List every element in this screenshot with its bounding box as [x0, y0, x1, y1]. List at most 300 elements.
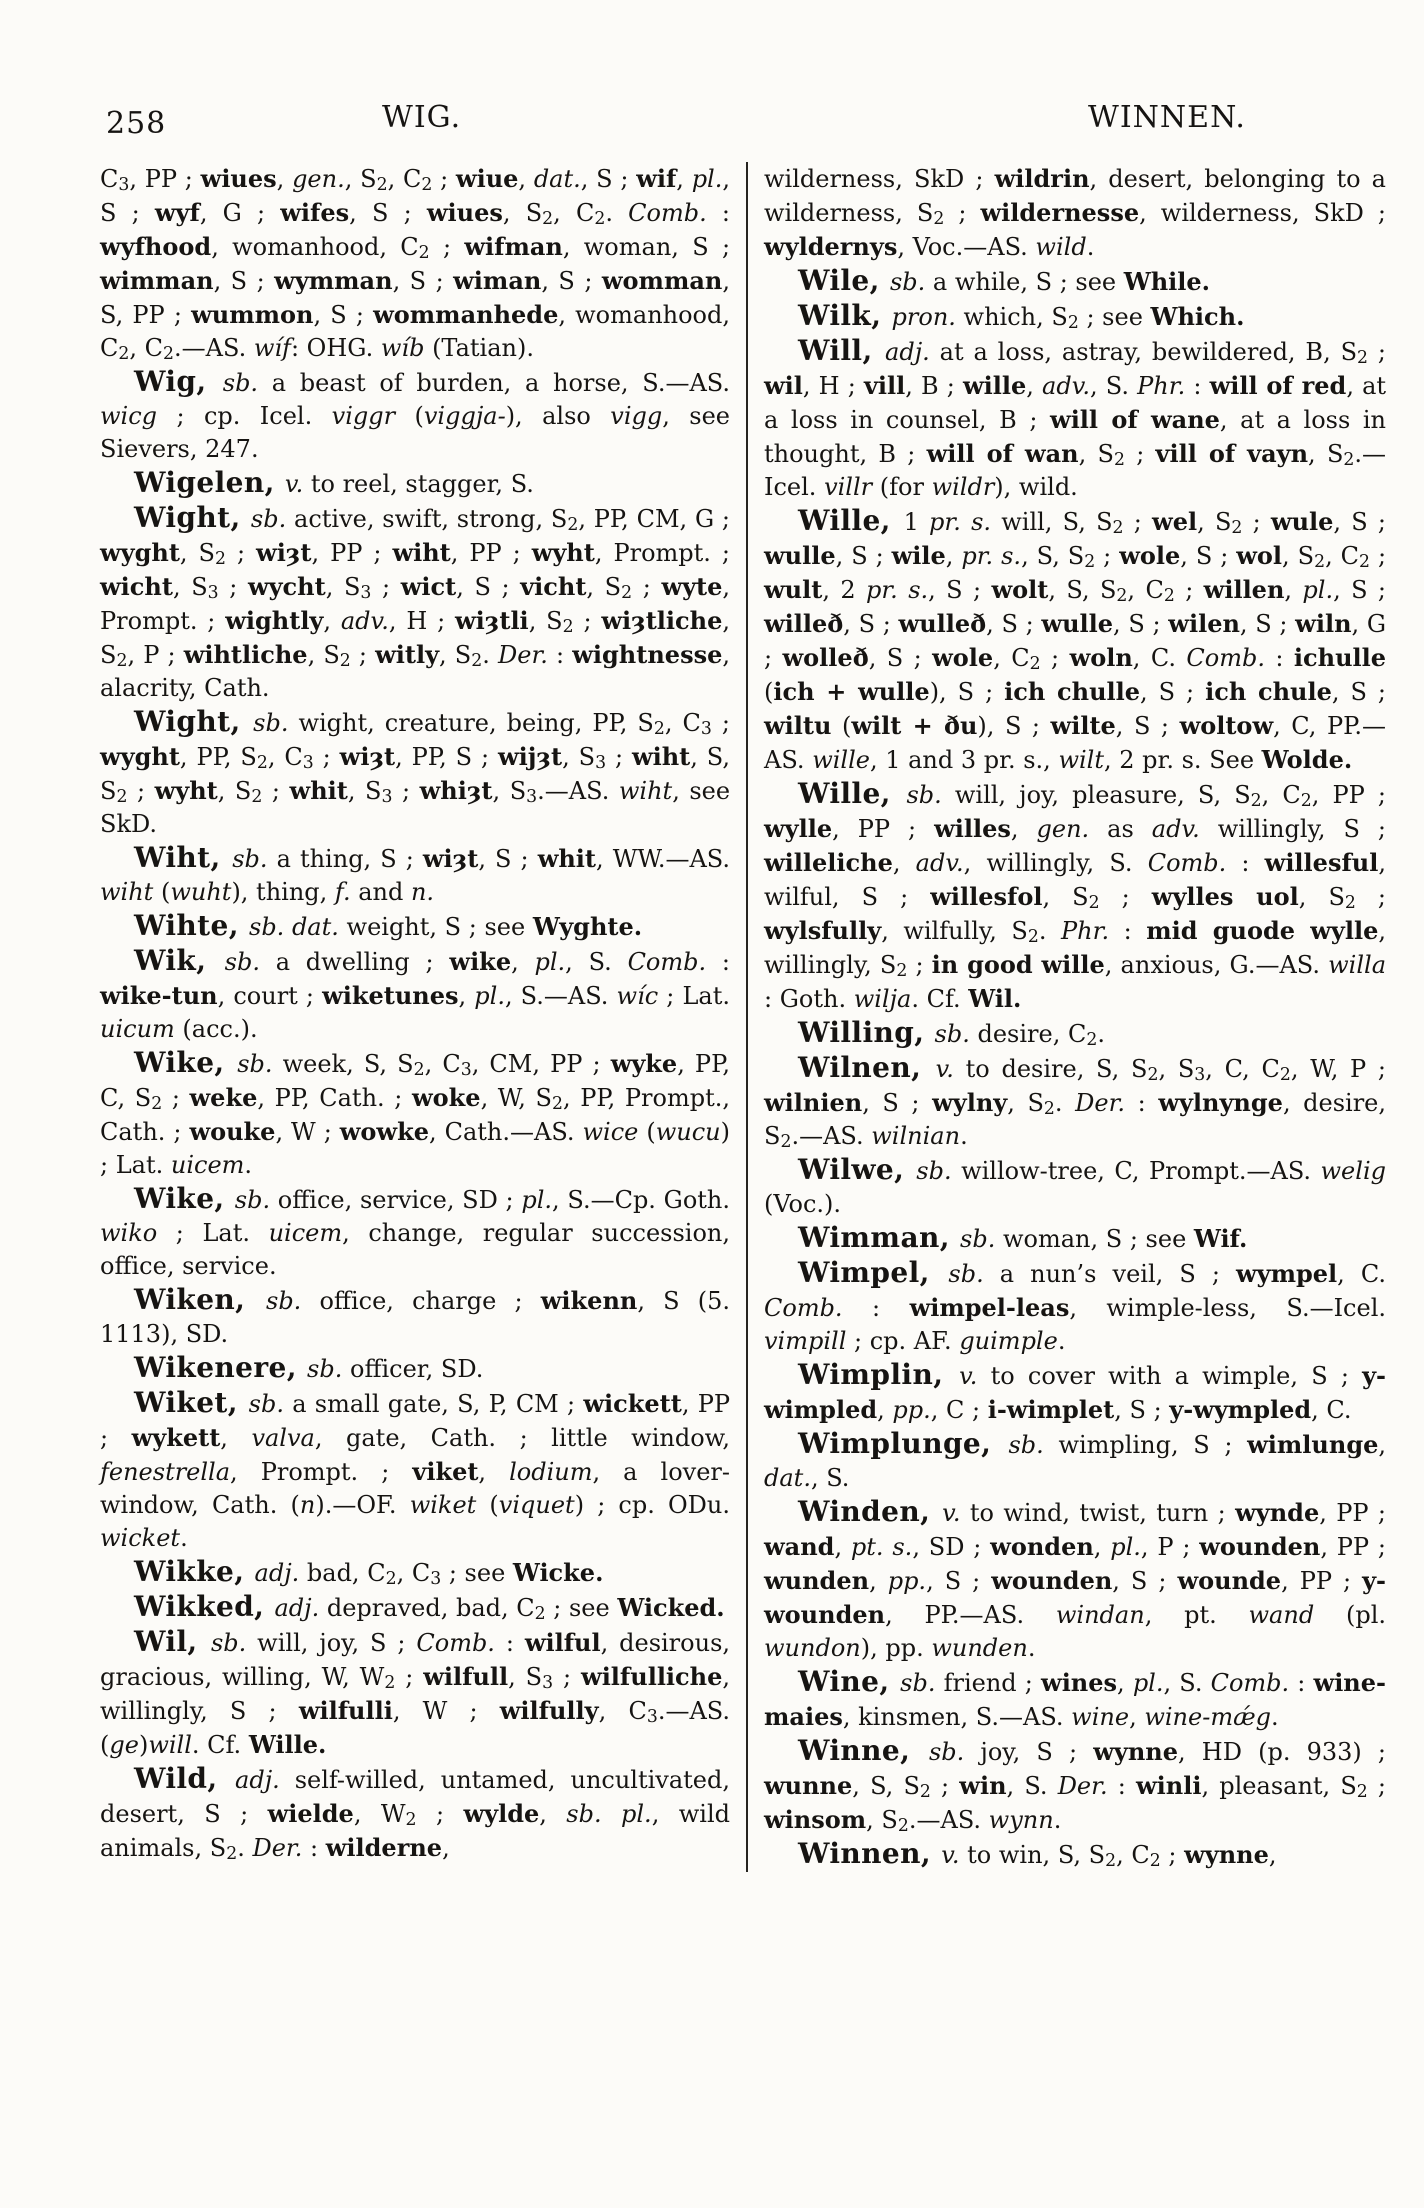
- entry-text: ,: [1129, 1703, 1145, 1731]
- grammar-label: adj.: [885, 338, 930, 366]
- text-reference-index: 2: [226, 1844, 238, 1865]
- entry-text: ,: [877, 1396, 893, 1424]
- entry-text: , $S_2.—AS$.: [866, 1806, 989, 1837]
- entry-text: ,: [518, 165, 534, 193]
- variant-form: wel: [1152, 507, 1198, 536]
- entry-text: , S ;: [478, 845, 538, 873]
- entry-text: woman, S ; see: [995, 1225, 1194, 1253]
- entry-text: , S ;: [1115, 712, 1180, 740]
- entry-text: , Prompt. ;: [100, 573, 731, 635]
- text-reference-index: 2: [896, 961, 908, 982]
- text-reference-index: 2: [1356, 1782, 1368, 1803]
- dictionary-entry: [764, 1256, 1386, 1358]
- entry-text: (Voc.).: [764, 1190, 842, 1218]
- entry-text: :: [302, 1834, 326, 1862]
- variant-form: witly: [375, 640, 440, 669]
- grammar-label: guimple: [959, 1327, 1058, 1355]
- variant-form: wult: [764, 575, 823, 604]
- variant-form: viket: [412, 1457, 479, 1486]
- entry-text: , kinsmen, S.—AS.: [842, 1703, 1072, 1731]
- entry-text: , 2: [822, 576, 866, 604]
- grammar-label: pl.: [691, 165, 723, 193]
- grammar-label: wíb: [380, 334, 425, 362]
- entry-text: ,: [539, 1800, 567, 1828]
- entry-text: , womanhood, $C_2$ ;: [211, 233, 465, 264]
- entry-text: self-willed, untamed, uncultivated, desert, S ;: [100, 1766, 730, 1828]
- variant-form: wummon: [191, 300, 314, 329]
- entry-text: , S ;: [1180, 542, 1237, 570]
- entry-text: , $S_2$ ;: [586, 573, 662, 604]
- grammar-label: wilja: [853, 985, 912, 1013]
- entry-text: , $S_3$ ;: [347, 777, 420, 808]
- text-reference-index: 2: [151, 1094, 163, 1115]
- entry-text: :: [842, 1294, 910, 1322]
- entry-text: .: [244, 1151, 253, 1179]
- headword: Wile,: [798, 264, 890, 297]
- text-reference-index: 3: [595, 753, 607, 774]
- variant-form: willeð: [764, 609, 844, 638]
- variant-form: wiȝt: [339, 742, 396, 771]
- entry-text: willingly, S ;: [1199, 815, 1387, 843]
- entry-text: ,: [276, 165, 293, 193]
- entry-text: , S (5. 1113), SD.: [100, 1287, 731, 1348]
- dictionary-entry: [100, 1046, 730, 1182]
- text-reference-index: 2: [1105, 1851, 1117, 1872]
- entry-text: will, S, $S_2$ ;: [991, 508, 1153, 539]
- dictionary-entry: [100, 1590, 730, 1625]
- entry-text: desire, $C_2$.: [969, 1020, 1105, 1051]
- entry-text: ,: [1117, 1669, 1133, 1697]
- variant-form: wiln: [1295, 609, 1352, 638]
- grammar-label: Comb.: [627, 948, 707, 976]
- variant-form: whit: [289, 776, 348, 805]
- text-reference-index: 2: [376, 175, 388, 196]
- dictionary-entry: [100, 1283, 730, 1351]
- variant-form: y-wympled: [1169, 1395, 1312, 1424]
- grammar-label: Der.: [252, 1834, 303, 1862]
- entry-text: , SD ;: [912, 1533, 991, 1561]
- grammar-label: wíf: [253, 334, 291, 362]
- grammar-label: sb.: [234, 1186, 271, 1214]
- grammar-label: adv.: [1042, 372, 1091, 400]
- text-reference-index: 2: [1279, 1065, 1291, 1086]
- entry-text: friend ;: [935, 1669, 1042, 1697]
- grammar-label: adj.: [235, 1766, 280, 1794]
- entry-text: ,: [478, 1458, 510, 1486]
- headword: Winne,: [798, 1734, 929, 1767]
- variant-form: wicht: [100, 572, 173, 601]
- entry-text: , WW.—AS.: [596, 845, 731, 873]
- entry-text: (acc.).: [174, 1015, 258, 1043]
- entry-text: , alacrity, Cath.: [100, 641, 730, 702]
- entry-text: ,: [676, 165, 692, 193]
- grammar-label: pt. s.: [850, 1533, 913, 1561]
- entry-text: , Prompt. ;: [230, 1458, 413, 1486]
- entry-text: , S, PP ;: [100, 267, 730, 329]
- variant-form: wightnesse: [572, 640, 723, 669]
- variant-form: wiht: [631, 742, 691, 771]
- text-reference-index: 2: [1043, 1099, 1055, 1120]
- entry-text: , PP.—AS.: [885, 1601, 1056, 1629]
- entry-text: at a loss, astray, bewildered, B, $S_2$ ;: [929, 338, 1386, 369]
- grammar-label: wiht: [618, 777, 673, 805]
- dictionary-entry: [764, 1665, 1386, 1734]
- headword: Wiken,: [134, 1283, 266, 1316]
- text-reference-index: 3: [381, 787, 393, 808]
- dictionary-entry: [764, 1221, 1386, 1256]
- dictionary-entry: [100, 466, 730, 501]
- variant-form: wildrin: [994, 164, 1090, 193]
- entry-text: to win, S, $S_2$, $C_2$ ;: [959, 1841, 1185, 1872]
- grammar-label: sb.: [900, 1669, 936, 1697]
- entry-text: , PP, Cath. ;: [257, 1084, 412, 1112]
- variant-form: ich chulle: [1004, 677, 1141, 706]
- text-reference-index: 2: [919, 1782, 931, 1803]
- entry-text: willow-tree, C, Prompt.—AS.: [951, 1157, 1321, 1185]
- dictionary-entry: [100, 909, 730, 944]
- entry-text: bad, $C_2$, $C_3$ ; see: [299, 1559, 513, 1590]
- dictionary-entry: [764, 1051, 1386, 1153]
- grammar-label: pp.: [892, 1396, 931, 1424]
- headword: Wik,: [134, 944, 225, 977]
- entry-text: , S ;: [843, 610, 899, 638]
- variant-form: wilderne: [325, 1833, 443, 1862]
- entry-text: , 2 pr. s. See: [1104, 746, 1262, 774]
- dictionary-entry: [764, 334, 1386, 504]
- grammar-label: pp.: [887, 1567, 927, 1595]
- entry-text: , S.: [810, 1464, 850, 1492]
- variant-form: wille: [962, 371, 1027, 400]
- text-reference-index: 3: [526, 787, 538, 808]
- variant-form: wylle: [764, 814, 833, 843]
- left-column: [100, 162, 748, 1872]
- grammar-label: uicum: [100, 1015, 175, 1043]
- running-head-left: WIG.: [382, 100, 462, 135]
- text-reference-index: 2: [1084, 552, 1096, 573]
- headword: Wiht,: [134, 841, 233, 874]
- entry-text: , PP ;: [832, 815, 935, 843]
- entry-text: will, joy, pleasure, S, $S_2$, $C_2$, PP ;: [941, 781, 1386, 812]
- variant-form: wonden: [990, 1532, 1094, 1561]
- entry-text: , S ;: [392, 267, 454, 295]
- entry-text: , at a loss in thought, B ;: [764, 406, 1387, 468]
- variant-form: Wicke.: [512, 1558, 604, 1587]
- variant-form: ichulle: [1293, 643, 1387, 672]
- variant-form: wylsfully: [764, 916, 882, 945]
- dictionary-entry: [100, 705, 730, 841]
- variant-form: wole: [932, 643, 994, 672]
- grammar-label: windan: [1055, 1601, 1145, 1629]
- variant-form: Which.: [1150, 302, 1245, 331]
- grammar-label: lodium: [509, 1458, 593, 1486]
- grammar-label: v.: [284, 470, 304, 498]
- headword: Winden,: [798, 1495, 943, 1528]
- entry-text: , $S_2$, $C_2$ ;: [344, 165, 456, 196]
- headword: Willing,: [798, 1016, 935, 1049]
- entry-text: , $W_2$ ;: [353, 1800, 464, 1831]
- variant-form: willeliche: [764, 848, 893, 877]
- variant-form: wylnynge: [1158, 1088, 1283, 1117]
- entry-text: , S ;: [1239, 610, 1296, 638]
- entry-text: , PP, S ;: [395, 743, 498, 771]
- entry-text: ), also: [505, 402, 611, 430]
- grammar-label: n: [299, 1491, 316, 1519]
- text-reference-index: 2: [534, 1604, 546, 1625]
- entry-text: :: [1125, 1089, 1159, 1117]
- text-reference-index: 2: [1088, 893, 1100, 914]
- variant-form: wiltu: [764, 711, 832, 740]
- grammar-label: sb.: [224, 948, 260, 976]
- entry-text: , C.: [1337, 1260, 1386, 1288]
- entry-text: , $S_2$ ;: [179, 539, 257, 570]
- entry-text: ,: [1378, 1431, 1387, 1459]
- text-reference-index: 2: [1029, 654, 1041, 675]
- grammar-label: dat.: [533, 165, 581, 193]
- text-reference-index: 2: [116, 651, 128, 672]
- entry-text: , PP ;: [450, 539, 532, 567]
- entry-text: , S ;: [1112, 1567, 1178, 1595]
- grammar-label: pron.: [891, 303, 956, 331]
- dictionary-entry: [100, 365, 730, 466]
- variant-form: wyght: [100, 742, 180, 771]
- entry-text: (: [638, 1118, 656, 1146]
- entry-text: , S, $S_2$ ;: [100, 743, 731, 808]
- entry-text: (Tatian).: [424, 334, 534, 362]
- entry-text: a dwelling ;: [259, 948, 450, 976]
- text-reference-index: 2: [418, 243, 430, 264]
- entry-text: , $S_2$ ;: [1078, 440, 1156, 471]
- grammar-label: wilnian: [871, 1122, 961, 1150]
- entry-text: , S.: [565, 948, 628, 976]
- variant-form: wif: [636, 164, 677, 193]
- variant-form: wildernesse: [980, 198, 1140, 227]
- entry-text: (: [476, 1491, 499, 1519]
- entry-text: to reel, stagger, S.: [303, 470, 534, 498]
- entry-text: , C ;: [930, 1396, 988, 1424]
- dictionary-entry: [100, 1182, 730, 1283]
- entry-text: , H ;: [802, 372, 864, 400]
- grammar-label: gen.: [292, 165, 345, 193]
- entry-text: , W ;: [275, 1118, 340, 1146]
- variant-form: wines: [1041, 1668, 1118, 1697]
- variant-form: wole: [1119, 541, 1181, 570]
- entry-text: week, S, $S_2$, $C_3$, CM, PP ;: [272, 1050, 611, 1081]
- dictionary-entry: [100, 1625, 730, 1762]
- grammar-label: sb.: [889, 268, 926, 296]
- dictionary-entry: [764, 1153, 1386, 1221]
- entry-text: ; cp. Icel.: [157, 402, 332, 430]
- text-reference-index: 2: [1344, 893, 1356, 914]
- variant-form: wikenn: [540, 1286, 638, 1315]
- entry-text: , S ;: [1114, 1396, 1170, 1424]
- variant-form: wykett: [131, 1423, 221, 1452]
- variant-form: womman: [601, 266, 723, 295]
- entry-text: , $S_3$ ;: [508, 1663, 582, 1694]
- entry-text: , $S_3$ ;: [172, 573, 248, 604]
- grammar-label: sb.: [906, 781, 942, 809]
- variant-form: wijȝt: [497, 742, 563, 771]
- entry-text: ,: [323, 607, 341, 635]
- variant-form: wol: [1236, 541, 1283, 570]
- entry-text: . Cf.: [191, 1731, 249, 1759]
- entry-text: , Voc.—AS.: [897, 233, 1036, 261]
- grammar-label: viggr: [331, 402, 396, 430]
- variant-form: wickett: [583, 1389, 682, 1418]
- dictionary-entry: [100, 1555, 730, 1590]
- entry-text: , desirous, gracious, willing, W, $W_2$ ;: [100, 1629, 731, 1694]
- headword: Wike,: [134, 1046, 238, 1079]
- entry-text: , PP, $S_2$, $C_3$ ;: [179, 743, 340, 774]
- entry-text: :: [1107, 1772, 1137, 1800]
- entry-text: , change, regular succession, office, service.: [100, 1219, 730, 1280]
- variant-form: wilfull: [423, 1662, 509, 1691]
- entry-text: , at a loss in counsel, B ;: [764, 372, 1387, 434]
- text-reference-index: 2: [421, 175, 433, 196]
- entry-text: ), thing,: [231, 878, 335, 906]
- entry-text: (for: [872, 473, 932, 501]
- grammar-label: Comb.: [1186, 644, 1265, 672]
- entry-text: ,: [869, 1567, 888, 1595]
- grammar-label: wucu: [655, 1118, 721, 1146]
- text-reference-index: 2: [542, 209, 554, 230]
- entry-text: ; Lat.: [157, 1219, 269, 1247]
- headword: Wigelen,: [134, 466, 285, 499]
- grammar-label: viquet: [498, 1491, 575, 1519]
- entry-text: , Cath.—AS.: [428, 1118, 583, 1146]
- entry-text: a small gate, S, P, CM ;: [283, 1390, 584, 1418]
- variant-form: Wolde.: [1261, 745, 1353, 774]
- entry-text: , PP ;: [1319, 1499, 1386, 1527]
- variant-form: wyf: [154, 198, 200, 227]
- text-reference-index: 2: [562, 617, 574, 638]
- text-reference-index: 3: [700, 719, 712, 740]
- entry-text: ) ; Lat.: [100, 1118, 730, 1179]
- entry-text: :: [1264, 644, 1294, 672]
- grammar-label: sb.: [248, 1390, 284, 1418]
- entry-text: as: [1089, 815, 1152, 843]
- variant-form: Wif.: [1193, 1224, 1248, 1253]
- grammar-label: Comb.: [1147, 849, 1227, 877]
- grammar-label: wildr: [931, 473, 995, 501]
- variant-form: woke: [411, 1083, 481, 1112]
- variant-form: wilt + ðu: [851, 711, 978, 740]
- entry-text: , W ;: [392, 1697, 500, 1725]
- entry-text: .: [1086, 233, 1095, 261]
- variant-form: Wille.: [248, 1730, 327, 1759]
- entry-text: ,: [1093, 1533, 1111, 1561]
- variant-form: wilnien: [764, 1088, 863, 1117]
- entry-text: wilderness, SkD ;: [764, 165, 995, 193]
- entry-text: , $S_2$, $C_2$.: [502, 199, 629, 230]
- entry-text: a while, S ; see: [925, 268, 1124, 296]
- entry-text: , S.: [1090, 372, 1138, 400]
- grammar-label: Der.: [498, 641, 548, 669]
- grammar-label: pl.: [521, 1186, 553, 1214]
- variant-form: wulleð: [898, 609, 987, 638]
- entry-text: :: [494, 1629, 525, 1657]
- text-reference-index: 2: [163, 344, 175, 365]
- grammar-label: pl.: [1110, 1533, 1141, 1561]
- grammar-label: uicem: [268, 1219, 343, 1247]
- grammar-label: Phr.: [1061, 917, 1110, 945]
- grammar-label: sb.: [250, 505, 287, 533]
- entry-text: , C.: [1132, 644, 1187, 672]
- grammar-label: Der.: [1075, 1089, 1126, 1117]
- dictionary-entry: [764, 264, 1386, 299]
- entry-text: ), pp.: [860, 1634, 932, 1662]
- entry-text: officer, SD.: [342, 1355, 484, 1383]
- variant-form: wolt: [991, 575, 1049, 604]
- grammar-label: sb.: [222, 369, 259, 397]
- entry-text: ,: [834, 1533, 851, 1561]
- variant-form: wimman: [100, 266, 214, 295]
- variant-form: wounden: [991, 1566, 1113, 1595]
- entry-text: (: [153, 878, 171, 906]
- grammar-label: pl.: [534, 948, 566, 976]
- entry-text: , $C_2$ ;: [993, 644, 1070, 675]
- grammar-label: wine: [1071, 1703, 1130, 1731]
- variant-form: y-wounden: [764, 1566, 1386, 1629]
- variant-form: vicht: [520, 572, 587, 601]
- grammar-label: wiko: [100, 1219, 158, 1247]
- entry-text: , S ;: [349, 199, 427, 227]
- entry-text: , H ;: [388, 607, 455, 635]
- grammar-label: pl.: [474, 982, 505, 1010]
- variant-form: wyfhood: [100, 232, 212, 261]
- variant-form: Wyghte.: [532, 912, 643, 941]
- dictionary-entry: [764, 777, 1386, 1016]
- text-reference-index: 2: [551, 1094, 563, 1115]
- variant-form: wimpel-leas: [909, 1293, 1070, 1322]
- entry-text: (pl.: [1314, 1601, 1386, 1629]
- entry-text: . Cf.: [911, 985, 969, 1013]
- grammar-label: wand: [1248, 1601, 1315, 1629]
- variant-form: will of wane: [1050, 405, 1220, 434]
- entry-text: to wind, twist, turn ;: [960, 1499, 1236, 1527]
- grammar-label: wuht: [170, 878, 232, 906]
- entry-text: , $S_2$ ;: [1197, 508, 1271, 539]
- entry-text: , Prompt. ;: [594, 539, 730, 567]
- grammar-label: pl.: [1302, 576, 1334, 604]
- entry-text: 1: [903, 508, 930, 536]
- entry-text: will, joy, S ;: [246, 1629, 417, 1657]
- entry-text: , 1 and 3 pr. s.,: [869, 746, 1059, 774]
- entry-text: ).—OF.: [315, 1491, 410, 1519]
- entry-text: , $S_2$ ;: [1042, 883, 1152, 914]
- grammar-label: sb.: [960, 1225, 996, 1253]
- text-columns: [100, 162, 1386, 1872]
- entry-text: , S.—AS.: [504, 982, 617, 1010]
- text-reference-index: 2: [256, 753, 268, 774]
- running-head-right: WINNEN.: [1088, 100, 1246, 135]
- grammar-label: Comb.: [764, 1294, 843, 1322]
- variant-form: wynne: [1093, 1737, 1179, 1766]
- grammar-label: wiht: [100, 878, 154, 906]
- variant-form: winli: [1136, 1771, 1202, 1800]
- variant-form: wightly: [225, 606, 324, 635]
- entry-text: , S ;: [986, 610, 1042, 638]
- grammar-label: welig: [1320, 1157, 1386, 1185]
- entry-text: , $S_2$ ;: [528, 607, 602, 638]
- grammar-label: ge: [109, 1731, 139, 1759]
- grammar-label: sb.: [210, 1629, 247, 1657]
- text-reference-index: 2: [1359, 552, 1371, 573]
- text-reference-index: 2: [933, 209, 945, 230]
- text-reference-index: 2: [621, 583, 633, 604]
- dictionary-entry: [100, 841, 730, 909]
- text-reference-index: 3: [360, 583, 372, 604]
- entry-text: , S ;: [868, 644, 933, 672]
